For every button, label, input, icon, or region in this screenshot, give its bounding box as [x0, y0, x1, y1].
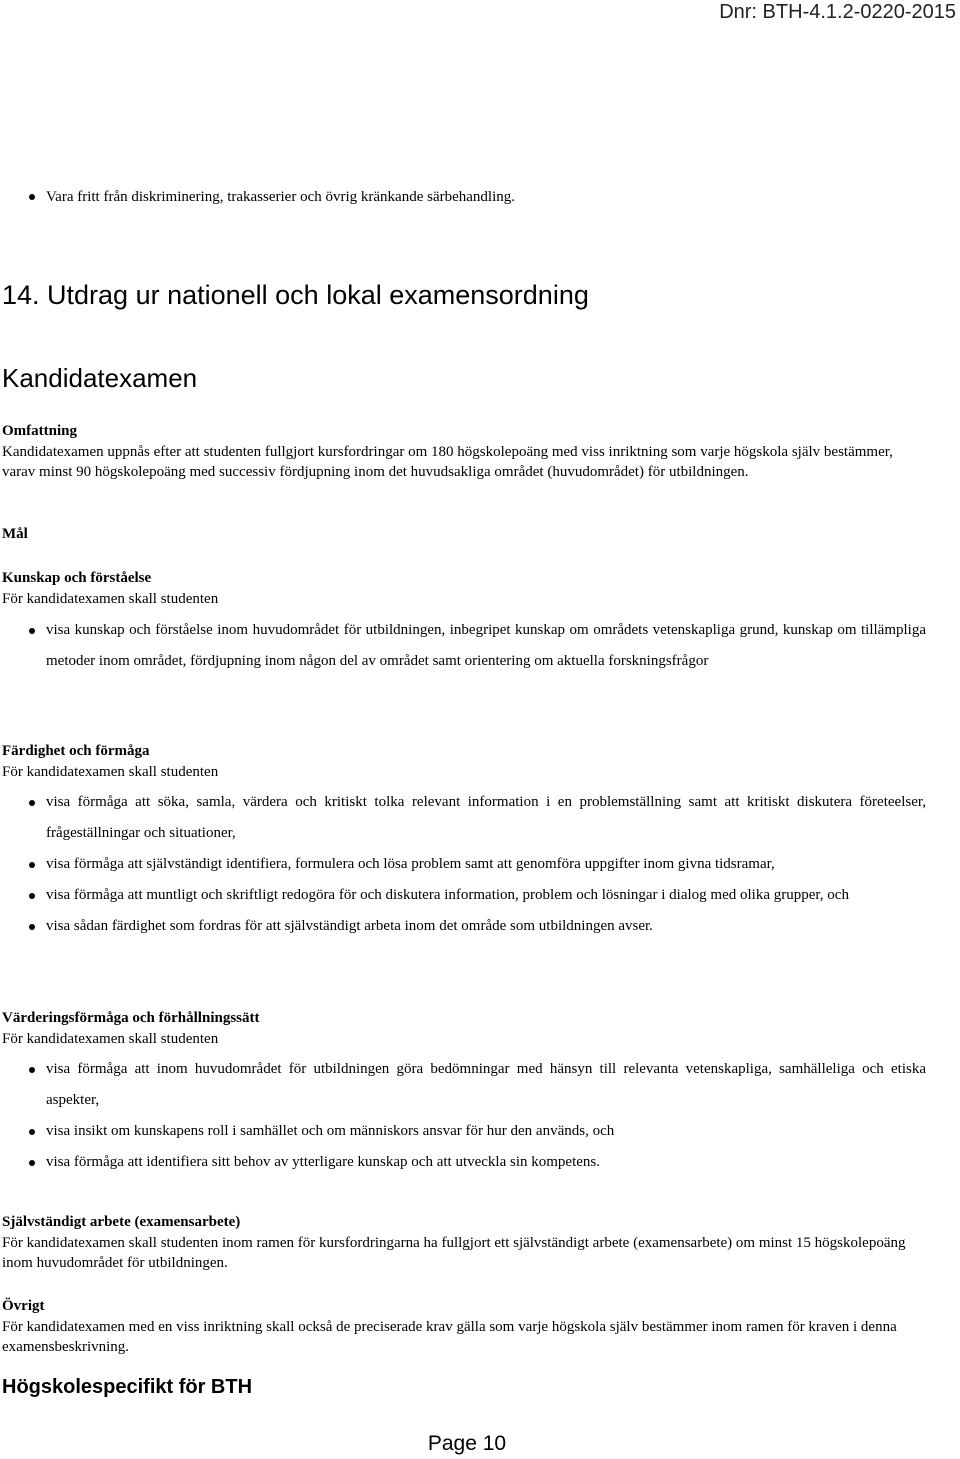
- list-item: visa förmåga att identifiera sitt behov av ytterligare kunskap och att utveckla sin kompetens.: [2, 1147, 926, 1178]
- fardighet-heading: Färdighet och förmåga: [2, 743, 150, 759]
- list-item: visa kunskap och förståelse inom huvudområdet för utbildningen, inbegripet kunskap om områdets vetenskapliga grund, kunskap om tillämpliga metoder inom området, fördjupning inom någon del av området samt orientering om aktuella forskningsfrågor: [2, 615, 926, 677]
- list-item: visa förmåga att söka, samla, värdera och kritiskt tolka relevant information i en problemställning samt att kritiskt diskutera företeelser, frågeställningar och situationer,: [2, 787, 926, 849]
- kunskap-section: [2, 568, 926, 609]
- vardering-section: [2, 1008, 926, 1049]
- fardighet-lead: För kandidatexamen skall studenten: [2, 763, 219, 780]
- kunskap-lead: För kandidatexamen skall studenten: [2, 590, 219, 607]
- section-title: 14. Utdrag ur nationell och lokal examensordning: [2, 280, 589, 310]
- vardering-list: [2, 1054, 926, 1178]
- fardighet-list: [2, 787, 926, 942]
- ovrigt-heading: Övrigt: [2, 1298, 45, 1314]
- list-item: visa sådan färdighet som fordras för att självständigt arbeta inom det område som utbildningen avser.: [2, 911, 926, 942]
- list-item: visa förmåga att inom huvudområdet för utbildningen göra bedömningar med hänsyn till relevanta vetenskapliga, samhälleliga och etiska aspekter,: [2, 1054, 926, 1116]
- fardighet-section: [2, 741, 926, 782]
- sjalvstandigt-heading: Självständigt arbete (examensarbete): [2, 1214, 241, 1230]
- subsection-title: Kandidatexamen: [2, 363, 198, 393]
- document-number: Dnr: BTH-4.1.2-0220-2015: [719, 1, 956, 23]
- sjalvstandigt-section: [2, 1212, 926, 1274]
- list-item: visa insikt om kunskapens roll i samhället och om människors ansvar för hur den används, och: [2, 1116, 926, 1147]
- kunskap-list: [2, 615, 926, 677]
- list-item: visa förmåga att muntligt och skriftligt redogöra för och diskutera information, problem och lösningar i dialog med olika grupper, och: [2, 880, 926, 911]
- intro-bullet-list: [2, 187, 515, 207]
- omfattning-section: [2, 421, 926, 483]
- sjalvstandigt-text: För kandidatexamen skall studenten inom ramen för kursfordringarna ha fullgjort ett självständigt arbete (examensarbete) om minst 15 högskolepoäng inom huvudområdet för utbildningen.: [2, 1234, 906, 1271]
- bth-heading: Högskolespecifikt för BTH: [2, 1376, 253, 1398]
- ovrigt-text: För kandidatexamen med en viss inriktning skall också de preciserade krav gälla som varje högskola själv bestämmer inom ramen för kraven i denna examensbeskrivning.: [2, 1318, 897, 1355]
- vardering-heading: Värderingsförmåga och förhållningssätt: [2, 1010, 260, 1026]
- omfattning-text: Kandidatexamen uppnås efter att studenten fullgjort kursfordringar om 180 högskolepoäng med viss inriktning som varje högskola själv bestämmer, varav minst 90 högskolepoäng med successiv fördjupning inom det huvudsakliga området (huvudområdet) för utbildningen.: [2, 443, 893, 480]
- vardering-lead: För kandidatexamen skall studenten: [2, 1030, 219, 1047]
- list-item: Vara fritt från diskriminering, trakasserier och övrig kränkande särbehandling.: [2, 187, 515, 207]
- page-number: Page 10: [427, 1432, 507, 1455]
- kunskap-heading: Kunskap och förståelse: [2, 570, 152, 586]
- ovrigt-section: [2, 1296, 926, 1358]
- list-item: visa förmåga att självständigt identifiera, formulera och lösa problem samt att genomföra uppgifter inom givna tidsramar,: [2, 849, 926, 880]
- omfattning-heading: Omfattning: [2, 423, 77, 439]
- mal-heading: Mål: [2, 526, 28, 542]
